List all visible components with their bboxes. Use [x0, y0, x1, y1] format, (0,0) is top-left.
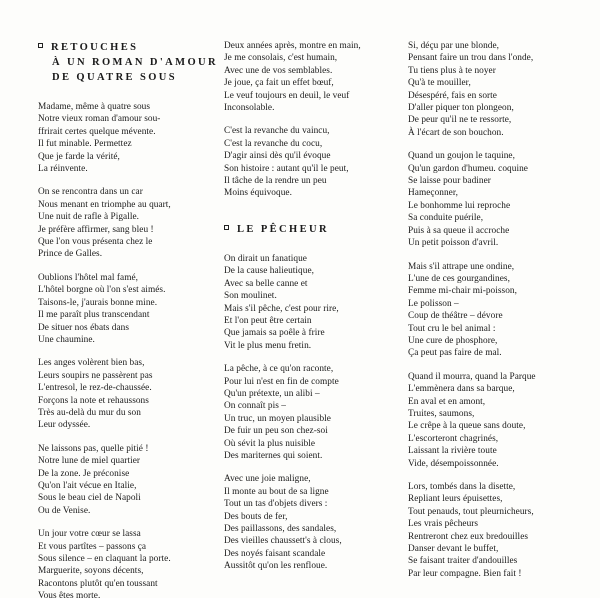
stanza: [38, 357, 202, 431]
stanza: [408, 371, 570, 470]
verse-line: L'une de ces gourgandines,: [408, 273, 510, 284]
verse-line: Il tâche de la rendre un peu: [224, 176, 327, 187]
verse-line: Très au-delà du mur du son: [38, 407, 141, 418]
stanza: [408, 481, 570, 580]
verse-line: Il me paraît plus transcendant: [38, 310, 150, 321]
verse-line: Coup de théâtre – dévore: [408, 311, 503, 322]
verse-line: Et vous partîtes – passons ça: [38, 541, 147, 552]
verse-line: De situer nos ébats dans: [38, 322, 130, 333]
verse-line: Il fut minable. Permettez: [38, 139, 132, 150]
stanza: [224, 473, 386, 572]
verse-line: Moins équivoque.: [224, 188, 292, 199]
verse-line: Rentreront chez eux bredouilles: [408, 531, 529, 542]
verse-line: Truites, saumons,: [408, 408, 475, 419]
verse-line: La réinvente.: [38, 164, 88, 175]
verse-line: C'est la revanche du vaincu,: [224, 126, 330, 137]
title-line-1: [38, 40, 202, 55]
verse-line: Qu'on l'ait vécue en Italie,: [38, 480, 137, 491]
verse-line: Un truc, un moyen plausible: [224, 413, 331, 424]
verse-line: Mais s'il pêche, c'est pour rire,: [224, 303, 339, 314]
verse-line: On se rencontra dans un car: [38, 187, 143, 198]
verse-line: Par leur compagne. Bien fait !: [408, 568, 522, 579]
verse-line: Lors, tombés dans la disette,: [408, 482, 516, 492]
stanza: [224, 253, 386, 352]
verse-line: Si, déçu par une blonde,: [408, 41, 500, 51]
section-heading-le-pecheur: [224, 222, 386, 237]
verse-line: Notre vieux roman d'amour sou-: [38, 114, 161, 125]
verse-line: Marguerite, soyons décents,: [38, 566, 144, 577]
verse-line: Quand un goujon le taquine,: [408, 151, 515, 162]
verse-line: Avec une de vos semblables.: [224, 65, 333, 76]
verse-line: Racontons plutôt qu'en toussant: [38, 578, 158, 589]
verse-line: Que l'on vous présenta chez le: [38, 237, 153, 248]
stanza: [38, 186, 202, 260]
verse-line: Une nuit de rafle à Pigalle.: [38, 212, 140, 223]
stanza: [38, 528, 202, 602]
column-3: [408, 40, 570, 591]
verse-line: Les anges volèrent bien bas,: [38, 358, 145, 369]
verse-line: Que je farde la vérité,: [38, 151, 120, 162]
verse-line: Et l'on peut être certain: [224, 315, 312, 326]
verse-line: Tout un tas d'objets divers :: [224, 499, 328, 510]
stanza: [408, 261, 570, 360]
verse-line: Qu'un gardon d'humeu. coquine: [408, 163, 528, 174]
verse-line: Puis à sa queue il accroche: [408, 225, 510, 236]
verse-line: Les vrais pêcheurs: [408, 519, 479, 530]
verse-line: Ne laissons pas, quelle pitié !: [38, 443, 149, 454]
verse-line: L'escorteront chagrinés,: [408, 433, 499, 444]
verse-line: C'est la revanche du cocu,: [224, 138, 323, 149]
verse-line: Ça peut pas faire de mal.: [408, 348, 502, 359]
verse-line: Un jour votre cœur se lassa: [38, 529, 141, 540]
verse-line: Leurs soupirs ne passèrent pas: [38, 370, 153, 381]
verse-line: Vide, désempoissonnée.: [408, 458, 499, 469]
verse-line: Le bonhomme lui reproche: [408, 200, 511, 211]
square-bullet-icon: [224, 225, 229, 230]
verse-line: Leur odyssée.: [38, 420, 91, 431]
verse-line: D'aller piquer ton plongeon,: [408, 103, 514, 114]
verse-line: À l'écart de son bouchon.: [408, 127, 504, 138]
title-text-1: RETOUCHES: [51, 42, 139, 53]
verse-line: Je joue, ça fait un effet bœuf,: [224, 78, 334, 89]
verse-line: Aussitôt qu'on les renfloue.: [224, 561, 328, 572]
verse-line: Un petit poisson d'avril.: [408, 238, 499, 249]
verse-line: Se laisse pour badiner: [408, 176, 491, 187]
verse-line: Désespéré, fais en sorte: [408, 90, 497, 101]
verse-line: Nous menant en triomphe au quart,: [38, 199, 171, 210]
verse-line: Sous silence – en claquant la porte.: [38, 554, 171, 564]
title-line-2: À UN ROMAN D'AMOUR: [52, 57, 218, 68]
verse-line: En aval et en amont,: [408, 396, 486, 407]
square-bullet-icon: [38, 43, 43, 48]
verse-line: Je préfère affirmer, sang bleu !: [38, 224, 154, 235]
verse-line: Avec une joie maligne,: [224, 474, 311, 485]
stanza: [408, 150, 570, 249]
verse-line: Inconsolable.: [224, 103, 275, 114]
verse-line: Danser devant le buffet,: [408, 544, 499, 555]
verse-line: Mais s'il attrape une ondine,: [408, 261, 515, 272]
verse-line: Que jamais sa poêle à frire: [224, 328, 325, 339]
column-container: [30, 40, 570, 614]
verse-line: Qu'un prétexte, un alibi –: [224, 388, 320, 399]
verse-line: Des vieilles chaussett's à clous,: [224, 536, 342, 547]
verse-line: L'entresol, le rez-de-chaussée.: [38, 383, 152, 394]
verse-line: Prince de Galles.: [38, 249, 103, 260]
verse-line: D'agir ainsi dès qu'il évoque: [224, 151, 331, 162]
verse-line: Laissant la rivière toute: [408, 446, 497, 457]
verse-line: Le veuf toujours en deuil, le veuf: [224, 90, 350, 101]
stanza: [38, 272, 202, 346]
stanza: [224, 40, 386, 114]
verse-line: Repliant leurs épuisettes,: [408, 494, 503, 505]
verse-line: Se faisant traiter d'andouilles: [408, 556, 518, 567]
verse-line: De fuir un peu son chez-soi: [224, 426, 328, 437]
title-line-3: DE QUATRE SOUS: [52, 72, 178, 83]
verse-line: Des noyés faisant scandale: [224, 548, 326, 559]
stanza: [38, 101, 202, 175]
verse-line: De la zone. Je préconise: [38, 468, 130, 479]
verse-line: Deux années après, montre en main,: [224, 41, 361, 51]
column-2: [224, 40, 386, 584]
verse-line: Pour lui n'est en fin de compte: [224, 376, 339, 387]
verse-line: Tout penauds, tout pleurnicheurs,: [408, 506, 534, 517]
verse-line: L'hôtel borgne où l'on s'est aimés.: [38, 285, 166, 296]
verse-line: De la cause halieutique,: [224, 266, 314, 277]
verse-line: De peur qu'il ne te ressorte,: [408, 115, 512, 126]
verse-line: Madame, même à quatre sous: [38, 102, 151, 112]
stanza: [224, 125, 386, 199]
verse-line: Tu tiens plus à te noyer: [408, 65, 496, 76]
verse-line: Le polisson –: [408, 298, 459, 309]
verse-line: On dirait un fanatique: [224, 253, 307, 264]
column-1: [30, 40, 218, 614]
verse-line: Sous le beau ciel de Napoli: [38, 493, 141, 504]
verse-line: Il monte au bout de sa ligne: [224, 486, 329, 497]
verse-line: Taisons-le, j'aurais bonne mine.: [38, 297, 158, 308]
verse-line: Oublions l'hôtel mal famé,: [38, 272, 139, 283]
verse-line: Vit le plus menu fretin.: [224, 340, 312, 351]
verse-line: Vous êtes morte.: [38, 591, 101, 602]
verse-line: Pensant faire un trou dans l'onde,: [408, 53, 534, 64]
verse-line: Son histoire : autant qu'il le peut,: [224, 163, 349, 174]
verse-line: Une chaumine.: [38, 334, 95, 345]
verse-line: On connaît pis –: [224, 401, 286, 412]
verse-line: Quand il mourra, quand la Parque: [408, 371, 536, 382]
stanza: [38, 443, 202, 517]
verse-line: Qu'à te mouiller,: [408, 78, 471, 89]
verse-line: Je me consolais, c'est humain,: [224, 53, 338, 64]
verse-line: Des bouts de fer,: [224, 511, 288, 522]
verse-line: Forçons la note et rehaussons: [38, 395, 149, 406]
poem-title: [38, 40, 218, 85]
verse-line: Hameçonner,: [408, 188, 458, 199]
verse-line: Une cure de phosphore,: [408, 335, 498, 346]
verse-line: Le crêpe à la queue sans doute,: [408, 421, 526, 432]
verse-line: L'emmènera dans sa barque,: [408, 384, 515, 395]
verse-line: Des paillassons, des sandales,: [224, 524, 337, 534]
verse-line: Tout cru le bel animal :: [408, 323, 496, 334]
verse-line: Où sévit la plus nuisible: [224, 438, 316, 449]
verse-line: La pêche, à ce qu'on raconte,: [224, 364, 334, 375]
stanza: [408, 40, 570, 139]
verse-line: Ou de Venise.: [38, 505, 91, 516]
verse-line: ffrirait certes quelque mévente.: [38, 126, 156, 137]
verse-line: Son moulinet.: [224, 291, 277, 302]
stanza: [224, 363, 386, 462]
verse-line: Femme mi-chair mi-poisson,: [408, 286, 517, 297]
section-heading-text: LE PÊCHEUR: [237, 223, 329, 235]
verse-line: Avec sa belle canne et: [224, 278, 308, 289]
verse-line: Sa conduite puérile,: [408, 213, 484, 224]
verse-line: Des mariternes qui soient.: [224, 450, 323, 461]
verse-line: Notre lune de miel quartier: [38, 456, 141, 467]
